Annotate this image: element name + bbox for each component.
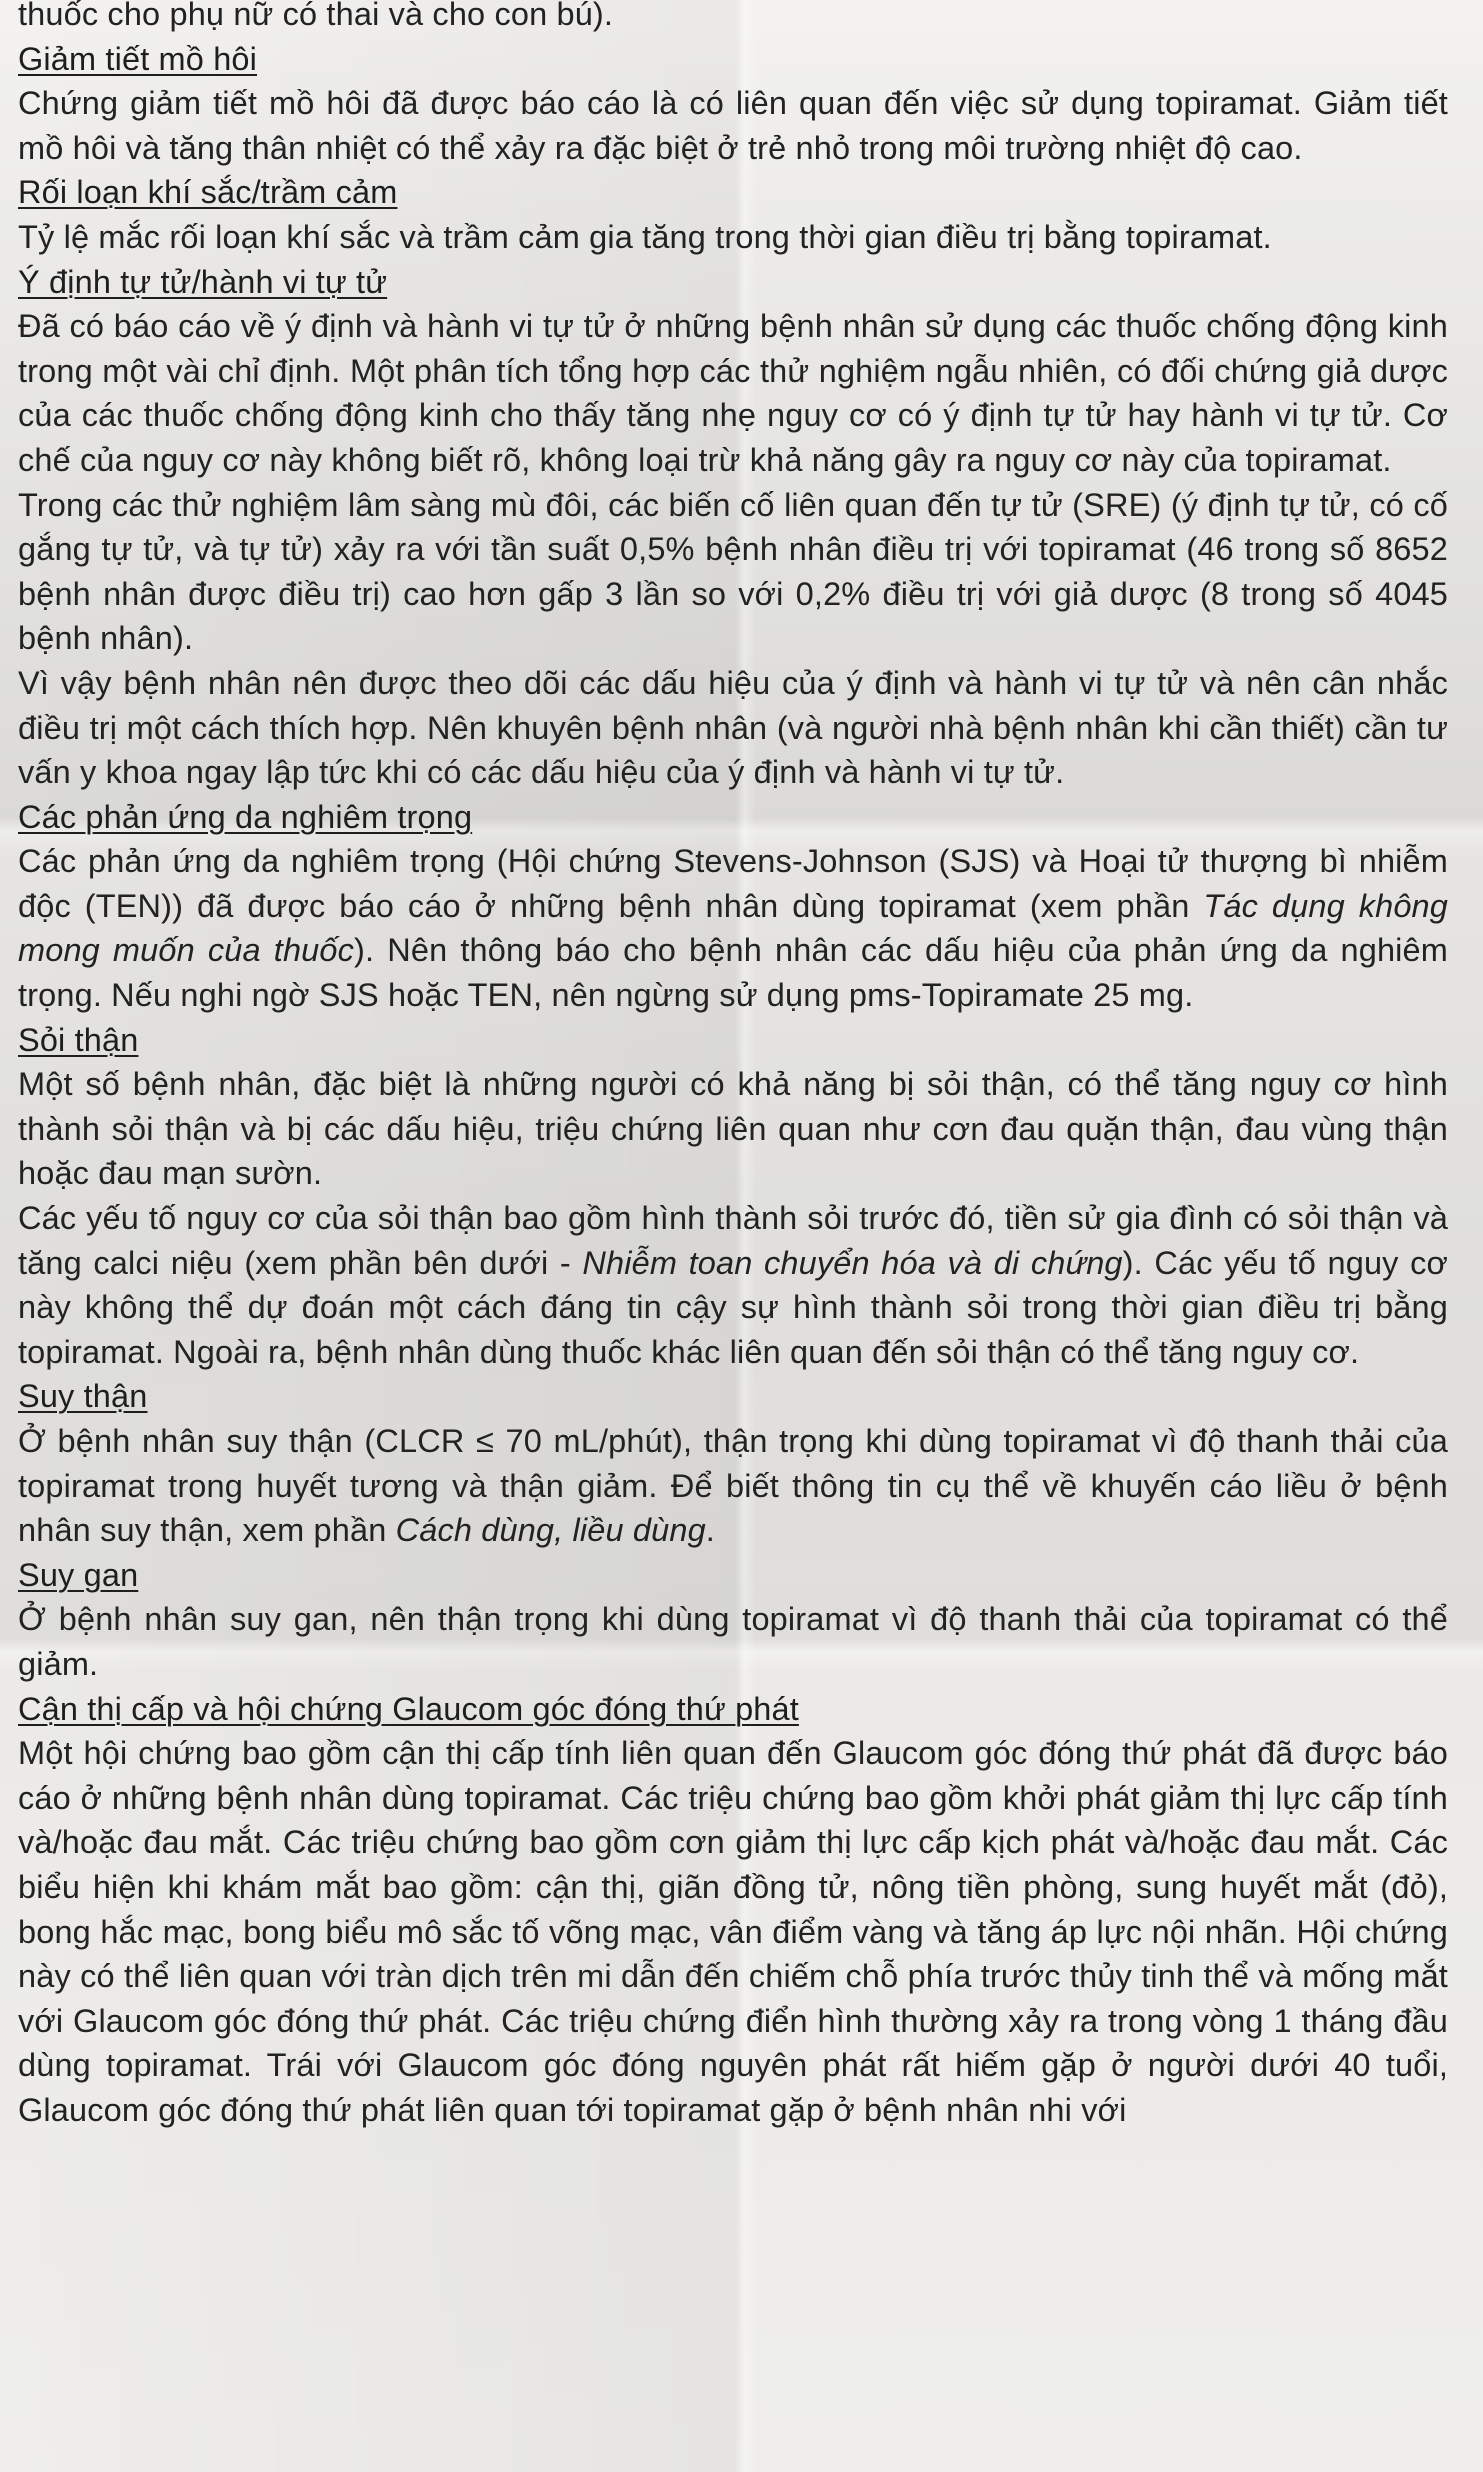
paragraph-suicidal-3: Vì vậy bệnh nhân nên được theo dõi các dấu hiệu của ý định và hành vi tự tử và nên cân nhắc điều trị một cách thích hợp. Nên khuyên bệnh nhân (và người nhà bệnh nhân khi cần thiết) cần tư vấn y khoa ngay lập tức khi có các dấu hiệu của ý định và hành vi tự tử. [18, 664, 1448, 791]
intro-fragment: thuốc cho phụ nữ có thai và cho con bú). [18, 0, 614, 32]
paragraph-skin-reactions [18, 839, 1448, 1017]
paragraph-suicidal-1: Đã có báo cáo về ý định và hành vi tự tử ở những bệnh nhân sử dụng các thuốc chống động kinh trong một vài chỉ định. Một phân tích tổng hợp các thử nghiệm ngẫu nhiên, có đối chứng giả dược của các thuốc chống động kinh cho thấy tăng nhẹ nguy cơ có ý định tự tử hay hành vi tự tử. Cơ chế của nguy cơ này không biết rõ, không loại trừ khả năng gây ra nguy cơ này của topiramat. [18, 308, 1448, 478]
italic-reference: Cách dùng, liều dùng [395, 1512, 706, 1549]
heading-hepatic-impairment: Suy gan [18, 1556, 139, 1593]
text-run: Các phản ứng da nghiêm trọng (Hội chứng Stevens-Johnson (SJS) và Hoại tử thượng bì nhiễm độc (TEN)) đã được báo cáo ở những bệnh nhân dùng topiramat (xem phần [18, 843, 1448, 924]
text-run: . [705, 1512, 715, 1549]
text-run: Ở bệnh nhân suy thận (CLCR ≤ 70 mL/phút), thận trọng khi dùng topiramat vì độ thanh thải của topiramat trong huyết tương và thận giảm. Để biết thông tin cụ thể về khuyến cáo liều ở bệnh nhân suy thận, xem phần [18, 1423, 1448, 1549]
document-body [18, 0, 1448, 2133]
paragraph-kidney-stones-1: Một số bệnh nhân, đặc biệt là những người có khả năng bị sỏi thận, có thể tăng nguy cơ hình thành sỏi thận và bị các dấu hiệu, triệu chứng liên quan như cơn đau quặn thận, đau vùng thận hoặc đau mạn sườn. [18, 1066, 1448, 1192]
heading-serious-skin-reactions: Các phản ứng da nghiêm trọng [18, 798, 473, 835]
text-run: ). Các yếu tố nguy cơ này không thể dự đoán một cách đáng tin cậy sự hình thành sỏi trong thời gian điều trị bằng topiramat. Ngoài ra, bệnh nhân dùng thuốc khác liên quan đến sỏi thận có thể tăng nguy cơ. [18, 1244, 1448, 1370]
heading-suicidal-ideation: Ý định tự tử/hành vi tự tử [18, 263, 388, 300]
heading-kidney-stones: Sỏi thận [18, 1021, 139, 1058]
paragraph-mood-disorder: Tỷ lệ mắc rối loạn khí sắc và trầm cảm gia tăng trong thời gian điều trị bằng topiramat. [18, 218, 1272, 255]
italic-reference: Tác dụng không mong muốn của thuốc [18, 887, 1448, 969]
heading-myopia-glaucoma: Cận thị cấp và hội chứng Glaucom góc đóng thứ phát [18, 1690, 799, 1727]
paragraph-myopia-glaucoma: Một hội chứng bao gồm cận thị cấp tính liên quan đến Glaucom góc đóng thứ phát đã được báo cáo ở những bệnh nhân dùng topiramat. Các triệu chứng bao gồm khởi phát giảm thị lực cấp tính và/hoặc đau mắt. Các triệu chứng bao gồm cơn giảm thị lực cấp kịch phát và/hoặc đau mắt. Các biểu hiện khi khám mắt bao gồm: cận thị, giãn đồng tử, nông tiền phòng, sung huyết mắt (đỏ), bong hắc mạc, bong biểu mô sắc tố võng mạc, vân điểm vàng và tăng áp lực nội nhãn. Hội chứng này có thể liên quan với tràn dịch trên mi dẫn đến chiếm chỗ phía trước thủy tinh thể và mống mắt với Glaucom góc đóng thứ phát. Các triệu chứng điển hình thường xảy ra trong vòng 1 tháng đầu dùng topiramat. Trái với Glaucom góc đóng nguyên phát rất hiếm gặp ở người dưới 40 tuổi, Glaucom góc đóng thứ phát liên quan tới topiramat gặp ở bệnh nhân nhi với [18, 1735, 1448, 2128]
paragraph-renal-impairment [18, 1419, 1448, 1553]
italic-reference: Nhiễm toan chuyển hóa và di chứng [582, 1244, 1123, 1281]
paragraph-kidney-stones-2 [18, 1196, 1448, 1374]
text-run: Các yếu tố nguy cơ của sỏi thận bao gồm hình thành sỏi trước đó, tiền sử gia đình có sỏi thận và tăng calci niệu (xem phần bên dưới - [18, 1200, 1448, 1281]
paragraph-reduced-sweating: Chứng giảm tiết mồ hôi đã được báo cáo là có liên quan đến việc sử dụng topiramat. Giảm tiết mồ hôi và tăng thân nhiệt có thể xảy ra đặc biệt ở trẻ nhỏ trong môi trường nhiệt độ cao. [18, 85, 1448, 166]
heading-renal-impairment: Suy thận [18, 1378, 148, 1415]
paragraph-hepatic-impairment: Ở bệnh nhân suy gan, nên thận trọng khi dùng topiramat vì độ thanh thải của topiramat có thể giảm. [18, 1601, 1448, 1682]
paragraph-suicidal-2: Trong các thử nghiệm lâm sàng mù đôi, các biến cố liên quan đến tự tử (SRE) (ý định tự tử, có cố gắng tự tử, và tự tử) xảy ra với tần suất 0,5% bệnh nhân điều trị với topiramat (46 trong số 8652 bệnh nhân được điều trị) cao hơn gấp 3 lần so với 0,2% điều trị với giả dược (8 trong số 4045 bệnh nhân). [18, 486, 1448, 657]
text-run: ). Nên thông báo cho bệnh nhân các dấu hiệu của phản ứng da nghiêm trọng. Nếu nghi ngờ SJS hoặc TEN, nên ngừng sử dụng pms-Topiramate 25 mg. [18, 932, 1448, 1014]
heading-mood-disorder: Rối loạn khí sắc/trầm cảm [18, 174, 398, 211]
heading-reduced-sweating: Giảm tiết mồ hôi [18, 40, 258, 77]
